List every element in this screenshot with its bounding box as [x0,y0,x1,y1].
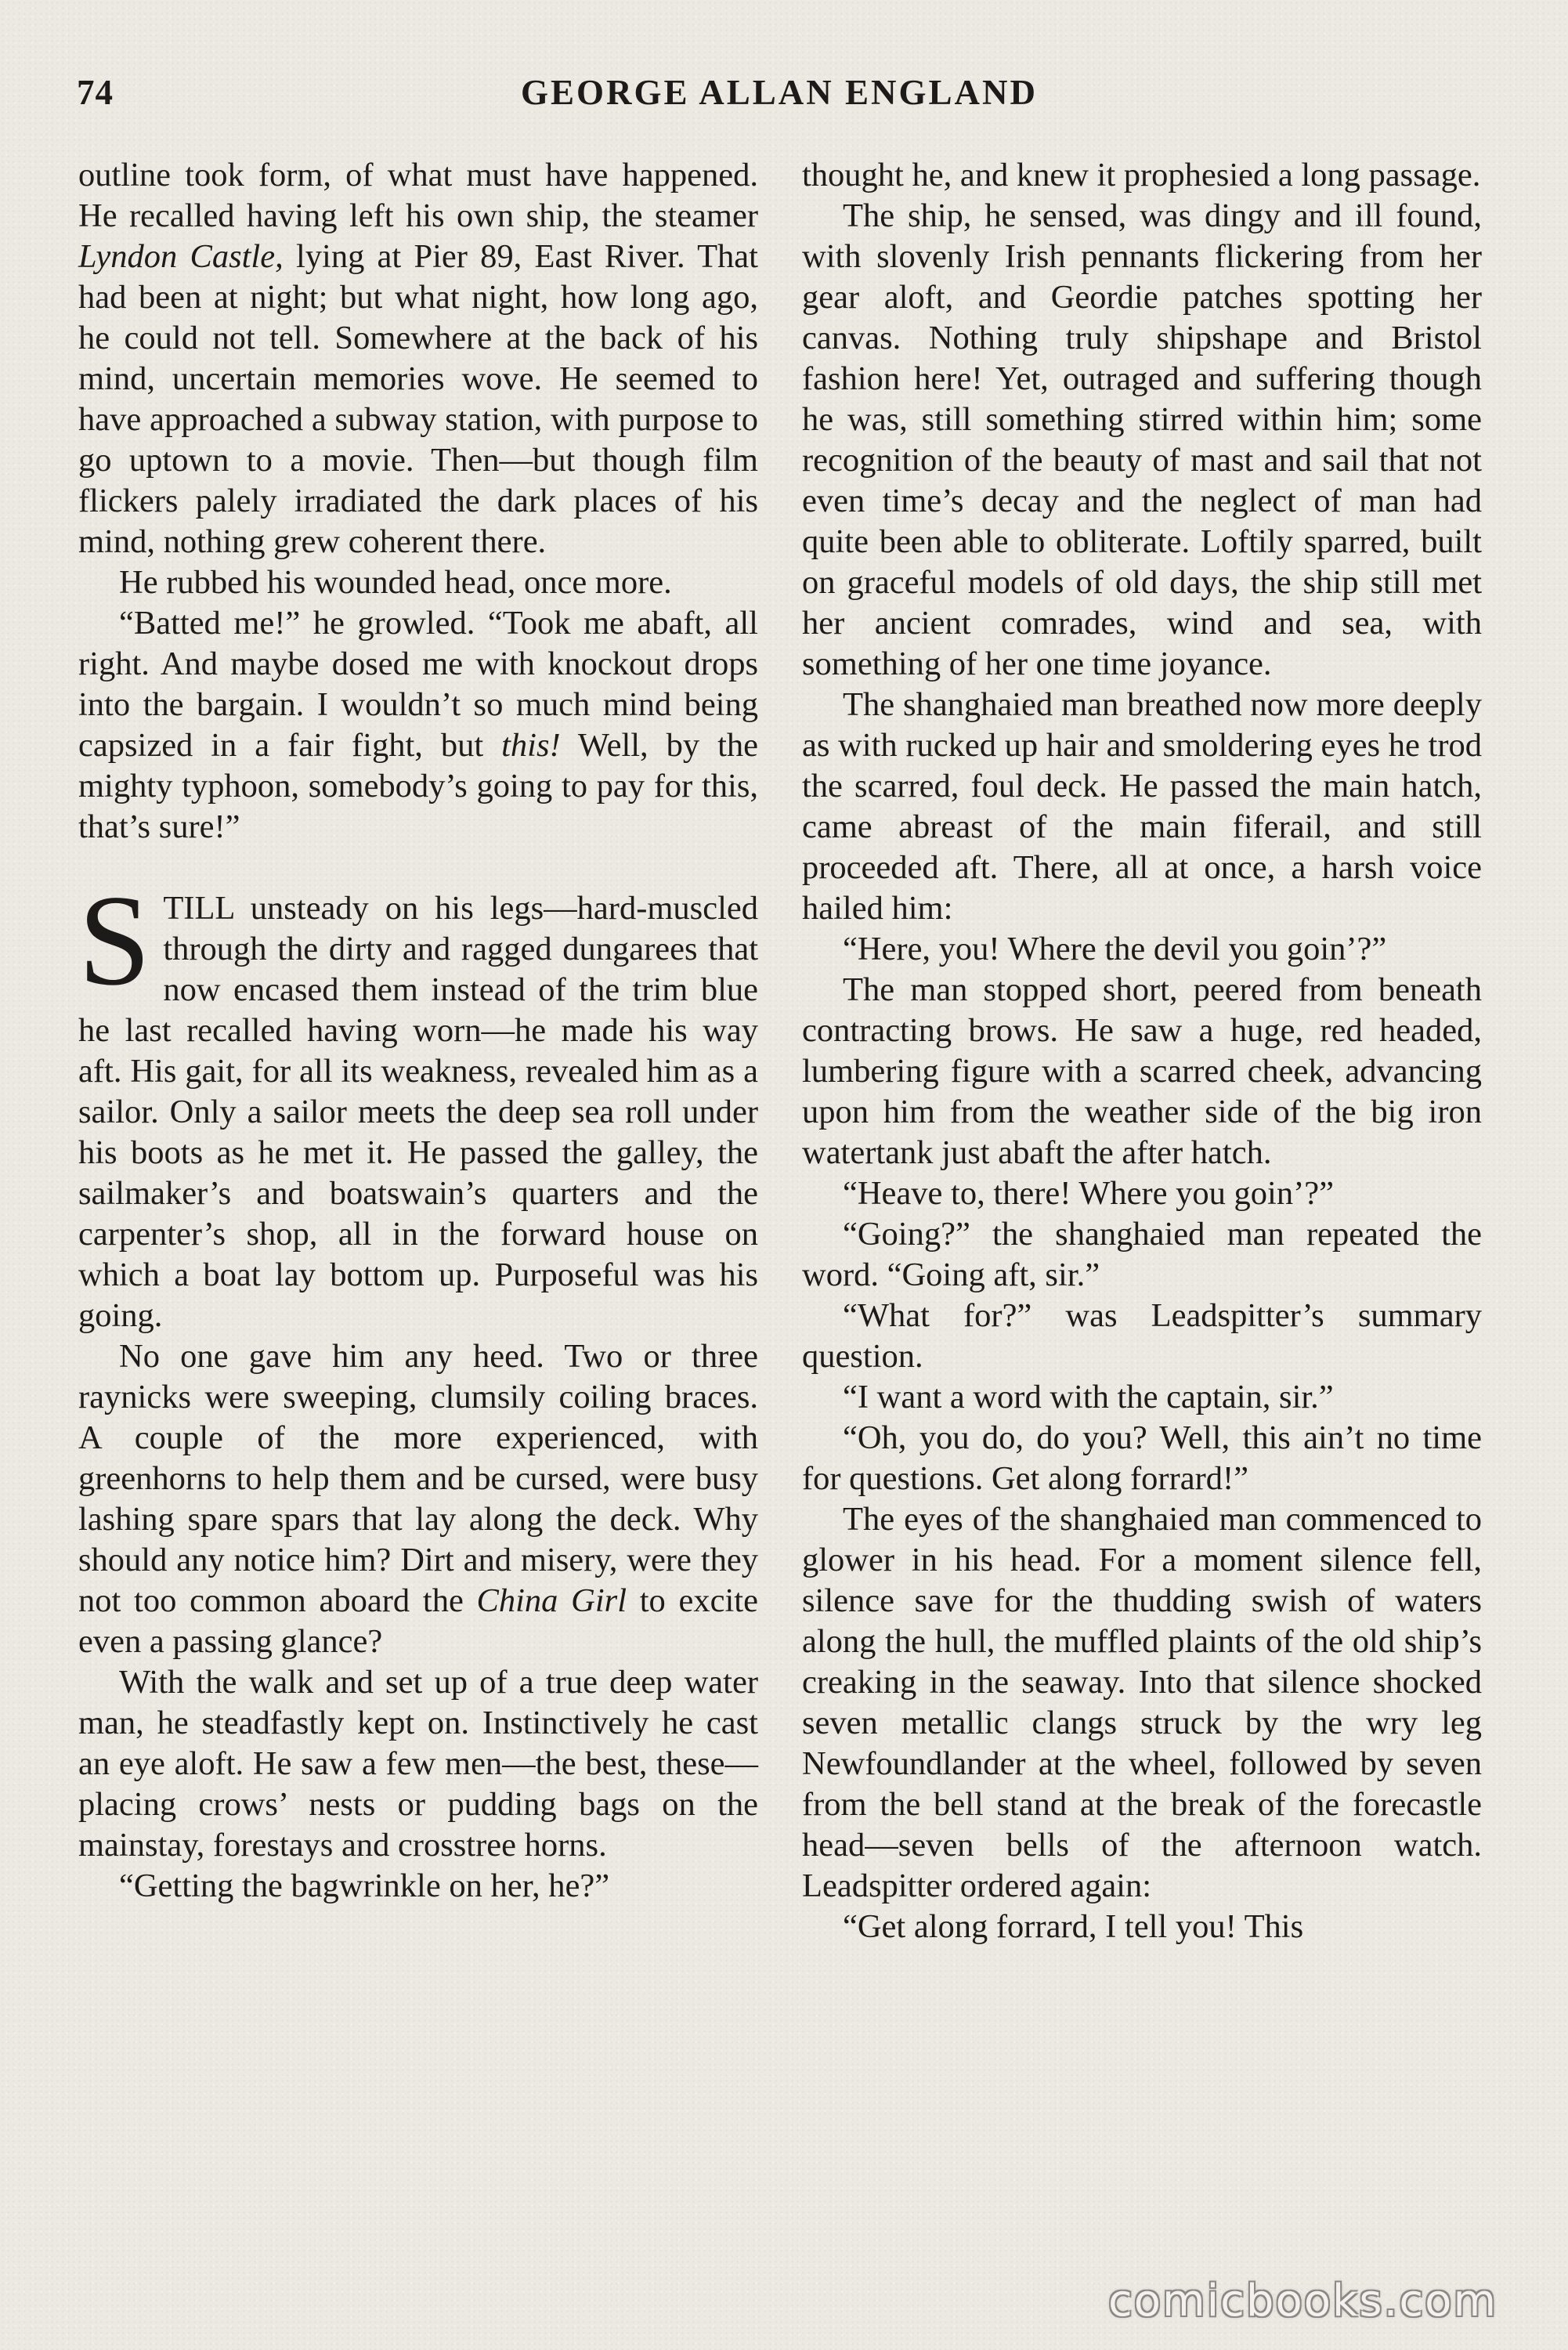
paragraph: The shanghaied man breathed now more deeply as with rucked up hair and smoldering eyes he trod the scarred, foul deck. He passed the main hatch, came abreast of the main fiferail, and still proceeded aft. There, all at once, a harsh voice hailed him: [802,686,1482,927]
ship-name: Lyndon Castle, [78,238,284,275]
drop-cap: S [78,868,151,1012]
page-number: 74 [77,73,114,112]
paragraph: thought he, and knew it prophesied a long passage. [802,157,1481,193]
emphasis: this! [501,727,561,764]
paragraph: “Here, you! Where the devil you goin’?” [843,931,1387,967]
paragraph: “What for?” was Leadspitter’s summary question. [802,1297,1482,1375]
paragraph: “I want a word with the captain, sir.” [843,1379,1334,1415]
running-title: GEORGE ALLAN ENGLAND [520,73,1039,112]
paragraph: “Getting the bagwrinkle on her, he?” [119,1867,610,1904]
left-column [78,155,758,1907]
paragraph: With the walk and set up of a true deep water man, he steadfastly kept on. Instinctively he cast an eye aloft. He saw a few men—the best, these—placing crows’ nests or pudding bags on the mainstay, forestays and crosstree horns. [78,1664,758,1864]
paragraph: “Oh, you do, do you? Well, this ain’t no time for questions. Get along forrard!” [802,1419,1482,1497]
paragraph: “Going?” the shanghaied man repeated the word. “Going aft, sir.” [802,1216,1482,1293]
section-opening-paragraph: STILL unsteady on his legs—hard-muscled through the dirty and ragged dungarees that now encased them instead of the trim blue he last recalled having worn—he made his way aft. His gait, for all its weakness, revealed him as a sailor. Only a sailor meets the deep sea roll under his boots as he met it. He passed the galley, the sailmaker’s and boatswain’s quarters and the carpenter’s shop, all in the forward house on which a boat lay bottom up. Purposeful was his going. [78,868,758,1334]
paragraph: The eyes of the shanghaied man commenced to glower in his head. For a moment silence fell, silence save for the thudding swish of waters along the hull, the muffled plaints of the old ship’s creaking in the seaway. Into that silence shocked seven metallic clangs struck by the wry leg Newfoundlander at the wheel, followed by seven from the bell stand at the break of the forecastle head—seven bells of the afternoon watch. Leadspitter ordered again: [802,1501,1482,1904]
paragraph: “Get along forrard, I tell you! This [843,1908,1304,1945]
page-header [77,72,1482,127]
paragraph: “Batted me!” he growled. “Took me abaft, all right. And maybe dosed me with knockout drops into the bargain. I wouldn’t so much mind being capsized in a fair fight, but this! Well, by the mighty typhoon, somebody’s going to pay for this, that’s sure!” [78,605,759,845]
paragraph: “Heave to, there! Where you goin’?” [843,1175,1334,1212]
paragraph: The ship, he sensed, was dingy and ill found, with slovenly Irish pennants flickering from her gear aloft, and Geordie patches spotting her canvas. Nothing truly shipshape and Bristol fashion here! Yet, outraged and suffering though he was, still something stirred within him; some recognition of the beauty of mast and sail that not even time’s decay and the neglect of man had quite been able to obliterate. Loftily sparred, built on graceful models of old days, the ship still met her ancient comrades, wind and sea, with something of her one time joyance. [802,197,1482,682]
paragraph: The man stopped short, peered from beneath contracting brows. He saw a huge, red headed, lumbering figure with a scarred cheek, advancing upon him from the weather side of the big iron watertank just abaft the after hatch. [802,971,1482,1171]
right-column [802,155,1482,1947]
watermark: comicbooks.com [1107,2276,1498,2326]
paragraph: He rubbed his wounded head, once more. [119,564,672,601]
paragraph: No one gave him any heed. Two or three raynicks were sweeping, clumsily coiling braces. A couple of the more experienced, with greenhorns to help them and be cursed, were busy lashing spare spars that lay along the deck. Why should any notice him? Dirt and misery, were they not too common aboard the China Girl to excite even a passing glance? [78,1338,758,1660]
ship-name: China Girl [476,1582,627,1619]
paragraph: outline took form, of what must have happened. He recalled having left his own ship, the steamer Lyndon Castle, lying at Pier 89, East River. That had been at night; but what night, how long ago, he could not tell. Somewhere at the back of his mind, uncertain memories wove. He seemed to have approached a subway station, with purpose to go uptown to a movie. Then—but though film flickers palely irradiated the dark places of his mind, nothing grew coherent there. [78,157,758,560]
